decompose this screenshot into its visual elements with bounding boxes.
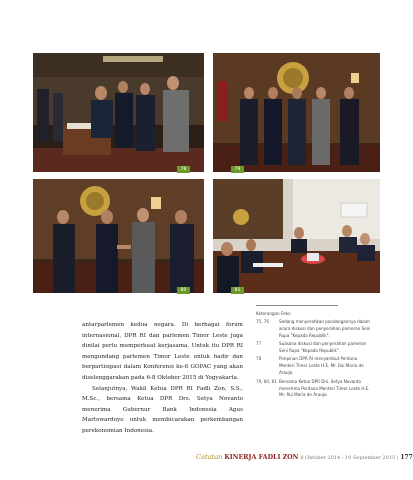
- caption-text: Bersama Ketua DPR Drs. Setya Novanto menerima Perdana Menteri Timor Leste H.E. Mr. Rui Maria de Araujo.: [279, 378, 370, 398]
- captions-heading: Keterangan Foto:: [256, 311, 292, 316]
- page-footer: Catatan KINERJA FADLI ZON 8 Oktober 2014 - 10 September 2015 | 177: [196, 453, 413, 461]
- article-body: [82, 320, 243, 437]
- photo-handshake: [33, 179, 204, 293]
- caption-item: [256, 341, 372, 355]
- caption-text: Sedang menyerahkan pandangannya dalam acara diskusi dan penyerahan pameran Seni Rupa "Kepada Republik".: [279, 318, 371, 338]
- page-number: 177: [400, 454, 413, 461]
- photo-guestbook-signing: [33, 53, 204, 172]
- caption-text: Pimpinan DPR RI menyambut Perdana Menteri Timor Leste H.E. Mr. Rui Maria de Araujo.: [279, 356, 364, 376]
- caption-number: 77: [256, 341, 262, 347]
- photo-number-tag: 79: [231, 166, 244, 173]
- caption-item: [256, 319, 372, 340]
- footer-brand-catatan: Catatan: [196, 453, 223, 461]
- photo-captions: [256, 311, 372, 401]
- caption-divider: [256, 305, 338, 306]
- photo-number-tag: 81: [231, 287, 244, 294]
- body-paragraph: antarparlemen kedua negara. Di berbagai forum internasional, DPR RI dan parlemen Timor Leste juga dinilai perlu memperkuat kerjasama. Untuk itu DPR RI mengundang parlemen Timor Leste untuk hadir dan berpartisipasi dalam Konferensi ke-6 GOPAC yang akan diselenggarakan pada 6-8 Oktober 2015 di Yogyakarta.: [82, 322, 243, 381]
- caption-number: 78: [256, 356, 262, 362]
- caption-number: 75, 76: [256, 318, 270, 324]
- photo-group-emblem: [213, 53, 380, 172]
- caption-item: [256, 356, 372, 377]
- photo-number-tag: 80: [177, 287, 190, 294]
- photo-meeting-table: [213, 179, 380, 293]
- caption-text: Suasana diskusi dan penyerahan pameran Seni Rupa "Kepada Republik".: [279, 341, 367, 354]
- caption-item: [256, 379, 372, 400]
- footer-brand-title: KINERJA FADLI ZON: [224, 454, 299, 461]
- body-paragraph: Selanjutnya, Wakil Ketua DPR RI Fadli Zon, S.S., M.Sc., bersama Ketua DPR Drs. Setya Novanto menerima Gubernur Bank Indonesia Agus Martowardoyo untuk membicarakan perkembangan perekonomian Indonesia.: [82, 385, 243, 434]
- footer-period: 8 Oktober 2014 - 10 September 2015: [300, 455, 396, 461]
- photo-number-tag: 78: [177, 166, 190, 173]
- caption-number: 79, 80, 81: [256, 378, 277, 384]
